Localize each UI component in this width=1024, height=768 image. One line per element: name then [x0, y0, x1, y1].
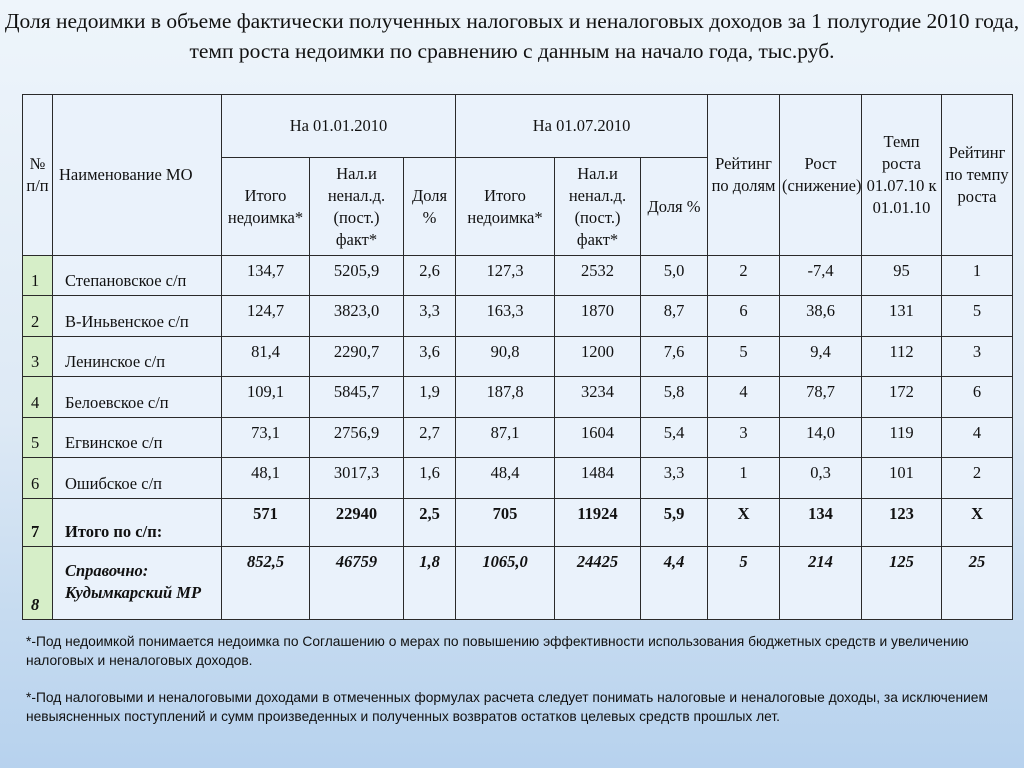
cell-rate: 123: [862, 499, 942, 547]
cell-rating-rate: Х: [942, 499, 1013, 547]
cell-growth: 14,0: [780, 418, 862, 458]
cell-arrears-d2: 163,3: [456, 296, 555, 337]
cell-income-d2: 1484: [555, 458, 641, 499]
cell-share-d2: 3,3: [641, 458, 708, 499]
cell-rate: 172: [862, 377, 942, 418]
cell-rating-share: 6: [708, 296, 780, 337]
cell-income-d1: 2756,9: [310, 418, 404, 458]
cell-arrears-d2: 90,8: [456, 337, 555, 377]
header-share-2: Доля %: [641, 158, 708, 256]
table-row-total: [23, 499, 1013, 547]
table-row: [23, 337, 1013, 377]
cell-share-d2: 4,4: [641, 547, 708, 620]
table-row: [23, 296, 1013, 337]
cell-income-d2: 24425: [555, 547, 641, 620]
cell-arrears-d2: 87,1: [456, 418, 555, 458]
page-title: Доля недоимки в объеме фактически полученных налоговых и неналоговых доходов за 1 полугодие 2010 года, темп роста недоимки по сравнению с данным на начало года, тыс.руб.: [4, 9, 1020, 63]
cell-num: 1: [23, 256, 53, 296]
header-total-arrears-2: Итого недоимка*: [456, 158, 555, 256]
cell-income-d1: 46759: [310, 547, 404, 620]
cell-arrears-d1: 571: [222, 499, 310, 547]
cell-rating-rate: 25: [942, 547, 1013, 620]
footnote-income: *-Под налоговыми и неналоговыми доходами в отмеченных формулах расчета следует понимать налоговые и неналоговые доходы, за исключением невыясненных поступлений и сумм произведенных и полученных возвратов остатков целевых средств прошлых лет.: [26, 690, 988, 724]
cell-share-d1: 3,3: [404, 296, 456, 337]
cell-growth: 0,3: [780, 458, 862, 499]
header-rate: Темп роста 01.07.10 к 01.01.10: [862, 95, 942, 256]
header-date1: На 01.01.2010: [222, 95, 456, 158]
cell-income-d2: 1200: [555, 337, 641, 377]
arrears-table: [22, 94, 1013, 620]
cell-rating-rate: 6: [942, 377, 1013, 418]
cell-income-d1: 5845,7: [310, 377, 404, 418]
footnotes: [26, 632, 1016, 744]
cell-income-d2: 1870: [555, 296, 641, 337]
header-share-1: Доля %: [404, 158, 456, 256]
cell-income-d1: 22940: [310, 499, 404, 547]
cell-arrears-d2: 187,8: [456, 377, 555, 418]
cell-name: Егвинское с/п: [53, 418, 222, 458]
cell-income-d1: 3823,0: [310, 296, 404, 337]
cell-arrears-d1: 73,1: [222, 418, 310, 458]
cell-income-d2: 2532: [555, 256, 641, 296]
cell-share-d1: 1,8: [404, 547, 456, 620]
header-growth: Рост (снижение): [780, 95, 862, 256]
cell-name: Итого по с/п:: [53, 499, 222, 547]
header-num: № п/п: [23, 95, 53, 256]
cell-arrears-d1: 852,5: [222, 547, 310, 620]
cell-rating-rate: 2: [942, 458, 1013, 499]
cell-share-d2: 8,7: [641, 296, 708, 337]
cell-num: 6: [23, 458, 53, 499]
cell-rate: 101: [862, 458, 942, 499]
cell-growth: 9,4: [780, 337, 862, 377]
header-name: Наименование МО: [53, 95, 222, 256]
cell-share-d2: 5,9: [641, 499, 708, 547]
cell-income-d1: 2290,7: [310, 337, 404, 377]
cell-share-d2: 5,8: [641, 377, 708, 418]
cell-share-d1: 2,5: [404, 499, 456, 547]
cell-rating-rate: 3: [942, 337, 1013, 377]
cell-share-d2: 7,6: [641, 337, 708, 377]
cell-arrears-d2: 705: [456, 499, 555, 547]
cell-num: 2: [23, 296, 53, 337]
cell-rating-share: 5: [708, 337, 780, 377]
header-tax-income-2: Нал.и ненал.д. (пост.) факт*: [555, 158, 641, 256]
table-row: [23, 458, 1013, 499]
cell-arrears-d1: 48,1: [222, 458, 310, 499]
cell-share-d1: 1,6: [404, 458, 456, 499]
cell-growth: 134: [780, 499, 862, 547]
table-row: [23, 256, 1013, 296]
cell-rating-rate: 4: [942, 418, 1013, 458]
cell-rate: 112: [862, 337, 942, 377]
cell-growth: -7,4: [780, 256, 862, 296]
cell-share-d1: 1,9: [404, 377, 456, 418]
cell-arrears-d2: 127,3: [456, 256, 555, 296]
header-rating-share: Рейтинг по долям: [708, 95, 780, 256]
cell-rating-share: Х: [708, 499, 780, 547]
cell-share-d1: 2,7: [404, 418, 456, 458]
cell-income-d2: 1604: [555, 418, 641, 458]
cell-num: 5: [23, 418, 53, 458]
header-total-arrears-1: Итого недоимка*: [222, 158, 310, 256]
table-body: [23, 95, 1013, 620]
cell-rating-share: 1: [708, 458, 780, 499]
cell-share-d2: 5,0: [641, 256, 708, 296]
table-row: [23, 418, 1013, 458]
cell-rate: 119: [862, 418, 942, 458]
header-row-1: [23, 95, 1013, 158]
cell-income-d2: 3234: [555, 377, 641, 418]
cell-rate: 131: [862, 296, 942, 337]
cell-rating-share: 3: [708, 418, 780, 458]
cell-income-d1: 5205,9: [310, 256, 404, 296]
cell-share-d1: 3,6: [404, 337, 456, 377]
cell-income-d2: 11924: [555, 499, 641, 547]
cell-income-d1: 3017,3: [310, 458, 404, 499]
cell-name: Ошибское с/п: [53, 458, 222, 499]
cell-rating-rate: 5: [942, 296, 1013, 337]
cell-share-d1: 2,6: [404, 256, 456, 296]
cell-arrears-d2: 1065,0: [456, 547, 555, 620]
cell-arrears-d1: 109,1: [222, 377, 310, 418]
header-rating-rate: Рейтинг по темпу роста: [942, 95, 1013, 256]
header-tax-income-1: Нал.и ненал.д. (пост.) факт*: [310, 158, 404, 256]
cell-arrears-d1: 81,4: [222, 337, 310, 377]
cell-num: 8: [23, 547, 53, 620]
cell-name: В-Иньвенское с/п: [53, 296, 222, 337]
cell-name: Степановское с/п: [53, 256, 222, 296]
cell-growth: 78,7: [780, 377, 862, 418]
cell-rating-share: 2: [708, 256, 780, 296]
header-date2: На 01.07.2010: [456, 95, 708, 158]
table-row: [23, 377, 1013, 418]
cell-rate: 125: [862, 547, 942, 620]
cell-share-d2: 5,4: [641, 418, 708, 458]
cell-num: 3: [23, 337, 53, 377]
table-row-reference: [23, 547, 1013, 620]
cell-rating-rate: 1: [942, 256, 1013, 296]
footnote-arrears: *-Под недоимкой понимается недоимка по Соглашению о мерах по повышению эффективности использования бюджетных средств и увеличению налоговых и неналоговых доходов.: [26, 634, 969, 668]
cell-name: Белоевское с/п: [53, 377, 222, 418]
cell-rate: 95: [862, 256, 942, 296]
cell-arrears-d1: 124,7: [222, 296, 310, 337]
cell-name: Ленинское с/п: [53, 337, 222, 377]
cell-growth: 38,6: [780, 296, 862, 337]
cell-arrears-d2: 48,4: [456, 458, 555, 499]
cell-num: 7: [23, 499, 53, 547]
cell-name: Справочно: Кудымкарский МР: [53, 547, 222, 620]
cell-rating-share: 5: [708, 547, 780, 620]
cell-num: 4: [23, 377, 53, 418]
cell-rating-share: 4: [708, 377, 780, 418]
cell-growth: 214: [780, 547, 862, 620]
cell-arrears-d1: 134,7: [222, 256, 310, 296]
